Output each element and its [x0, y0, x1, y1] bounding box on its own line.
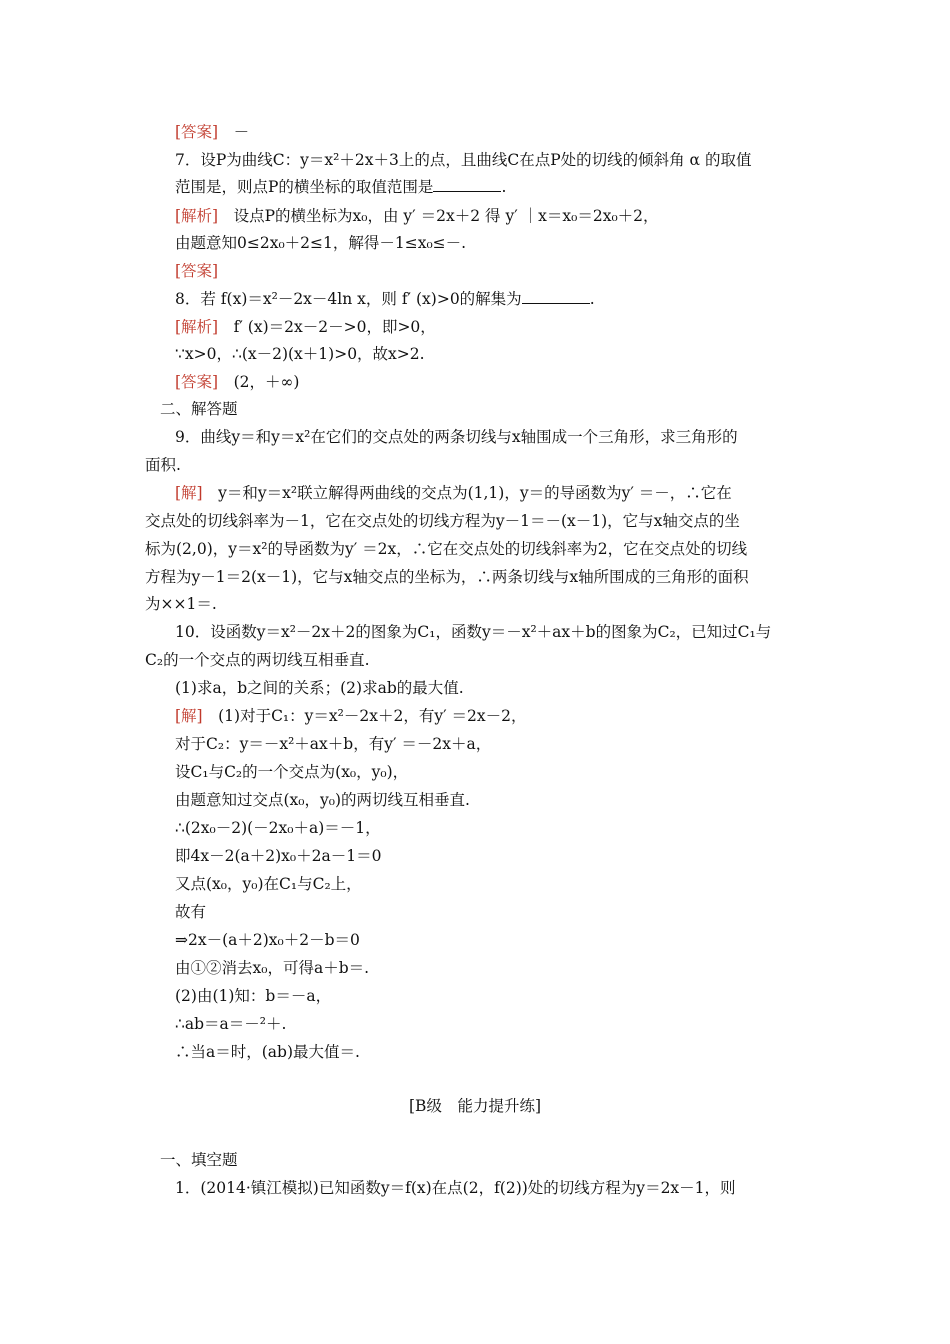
- solution-line: [解] y＝和y＝x²联立解得两曲线的交点为(1,1)，y＝的导函数为y′ ＝－，∴它在: [175, 484, 732, 502]
- analysis-line: [解析] f′ (x)＝2x－2－>0，即>0，: [175, 318, 436, 336]
- question-9-cont: 面积.: [145, 456, 181, 474]
- solution-tag: [解]: [175, 484, 203, 502]
- question-7: 7．设P为曲线C：y＝x²＋2x＋3上的点，且曲线C在点P处的切线的倾斜角 α 的取值: [175, 151, 752, 169]
- answer-line: [答案] (2，＋∞): [175, 373, 300, 391]
- solution-cont: 标为(2,0)，y＝x²的导函数为y′ ＝2x，∴它在交点处的切线斜率为2，它在交点处的切线: [145, 540, 748, 558]
- question-9: 9．曲线y＝和y＝x²在它们的交点处的两条切线与x轴围成一个三角形，求三角形的: [175, 428, 738, 446]
- solution-step: 又点(x₀，y₀)在C₁与C₂上，: [175, 875, 362, 893]
- question-7-cont: 范围是，则点P的横坐标的取值范围是 .: [175, 178, 507, 196]
- answer-tag: [答案]: [175, 262, 219, 280]
- analysis-cont: ∵x>0，∴(x－2)(x＋1)>0，故x>2.: [175, 345, 425, 363]
- solution-step: ∴当a＝时，(ab)最大值＝.: [175, 1043, 360, 1061]
- question-1: 1．(2014·镇江模拟)已知函数y＝f(x)在点(2，f(2))处的切线方程为y＝2x－1，则: [175, 1179, 736, 1197]
- question-10-cont: C₂的一个交点的两切线互相垂直.: [145, 651, 370, 669]
- question-8: 8．若 f(x)＝x²－2x－4ln x，则 f′ (x)>0的解集为 .: [175, 290, 595, 308]
- answer-tag: [答案]: [175, 373, 219, 391]
- solution-step: 由①②消去x₀，可得a＋b＝.: [175, 959, 370, 977]
- solution-step: 即4x－2(a＋2)x₀＋2a－1＝0: [175, 847, 382, 865]
- analysis-line: [解析] 设点P的横坐标为x₀，由 y′ ＝2x＋2 得 y′ ｜x＝x₀＝2x₀＋2，: [175, 207, 659, 225]
- section-heading: 一、填空题: [160, 1151, 238, 1169]
- solution-line: [解] (1)对于C₁：y＝x²－2x＋2，有y′ ＝2x－2，: [175, 707, 527, 725]
- solution-step: 由题意知过交点(x₀，y₀)的两切线互相垂直.: [175, 791, 470, 809]
- analysis-tag: [解析]: [175, 318, 219, 336]
- analysis-cont: 由题意知0≤2x₀＋2≤1，解得－1≤x₀≤－.: [175, 234, 467, 252]
- answer-line: [175, 261, 218, 281]
- solution-step: ⇒2x－(a＋2)x₀＋2－b＝0: [175, 931, 360, 949]
- answer-line: [答案] －: [175, 123, 250, 141]
- solution-step: ∴ab＝a＝－²＋.: [175, 1015, 287, 1033]
- solution-step: 设C₁与C₂的一个交点为(x₀，y₀)，: [175, 763, 409, 781]
- solution-cont: 方程为y－1＝2(x－1)，它与x轴交点的坐标为，∴两条切线与x轴所围成的三角形的面积: [145, 568, 749, 586]
- fill-blank: [433, 177, 501, 192]
- solution-tag: [解]: [175, 707, 203, 725]
- analysis-tag: [解析]: [175, 207, 219, 225]
- section-heading: 二、解答题: [160, 400, 238, 418]
- question-10: 10．设函数y＝x²－2x＋2的图象为C₁，函数y＝－x²＋ax＋b的图象为C₂，已知过C₁与: [175, 623, 772, 641]
- solution-step: 故有: [175, 903, 207, 921]
- solution-step: ∴(2x₀－2)(－2x₀＋a)＝－1，: [175, 819, 381, 837]
- solution-cont: 交点处的切线斜率为－1，它在交点处的切线方程为y－1＝－(x－1)，它与x轴交点的坐: [145, 512, 740, 530]
- solution-step: (2)由(1)知：b＝－a，: [175, 987, 332, 1005]
- answer-tag: [答案]: [175, 123, 219, 141]
- solution-step: 对于C₂：y＝－x²＋ax＋b，有y′ ＝－2x＋a，: [175, 735, 492, 753]
- solution-cont: 为××1＝.: [145, 595, 217, 613]
- question-10-parts: (1)求a，b之间的关系；(2)求ab的最大值.: [175, 679, 464, 697]
- level-heading: [B级 能力提升练]: [409, 1097, 541, 1115]
- fill-blank: [522, 289, 590, 304]
